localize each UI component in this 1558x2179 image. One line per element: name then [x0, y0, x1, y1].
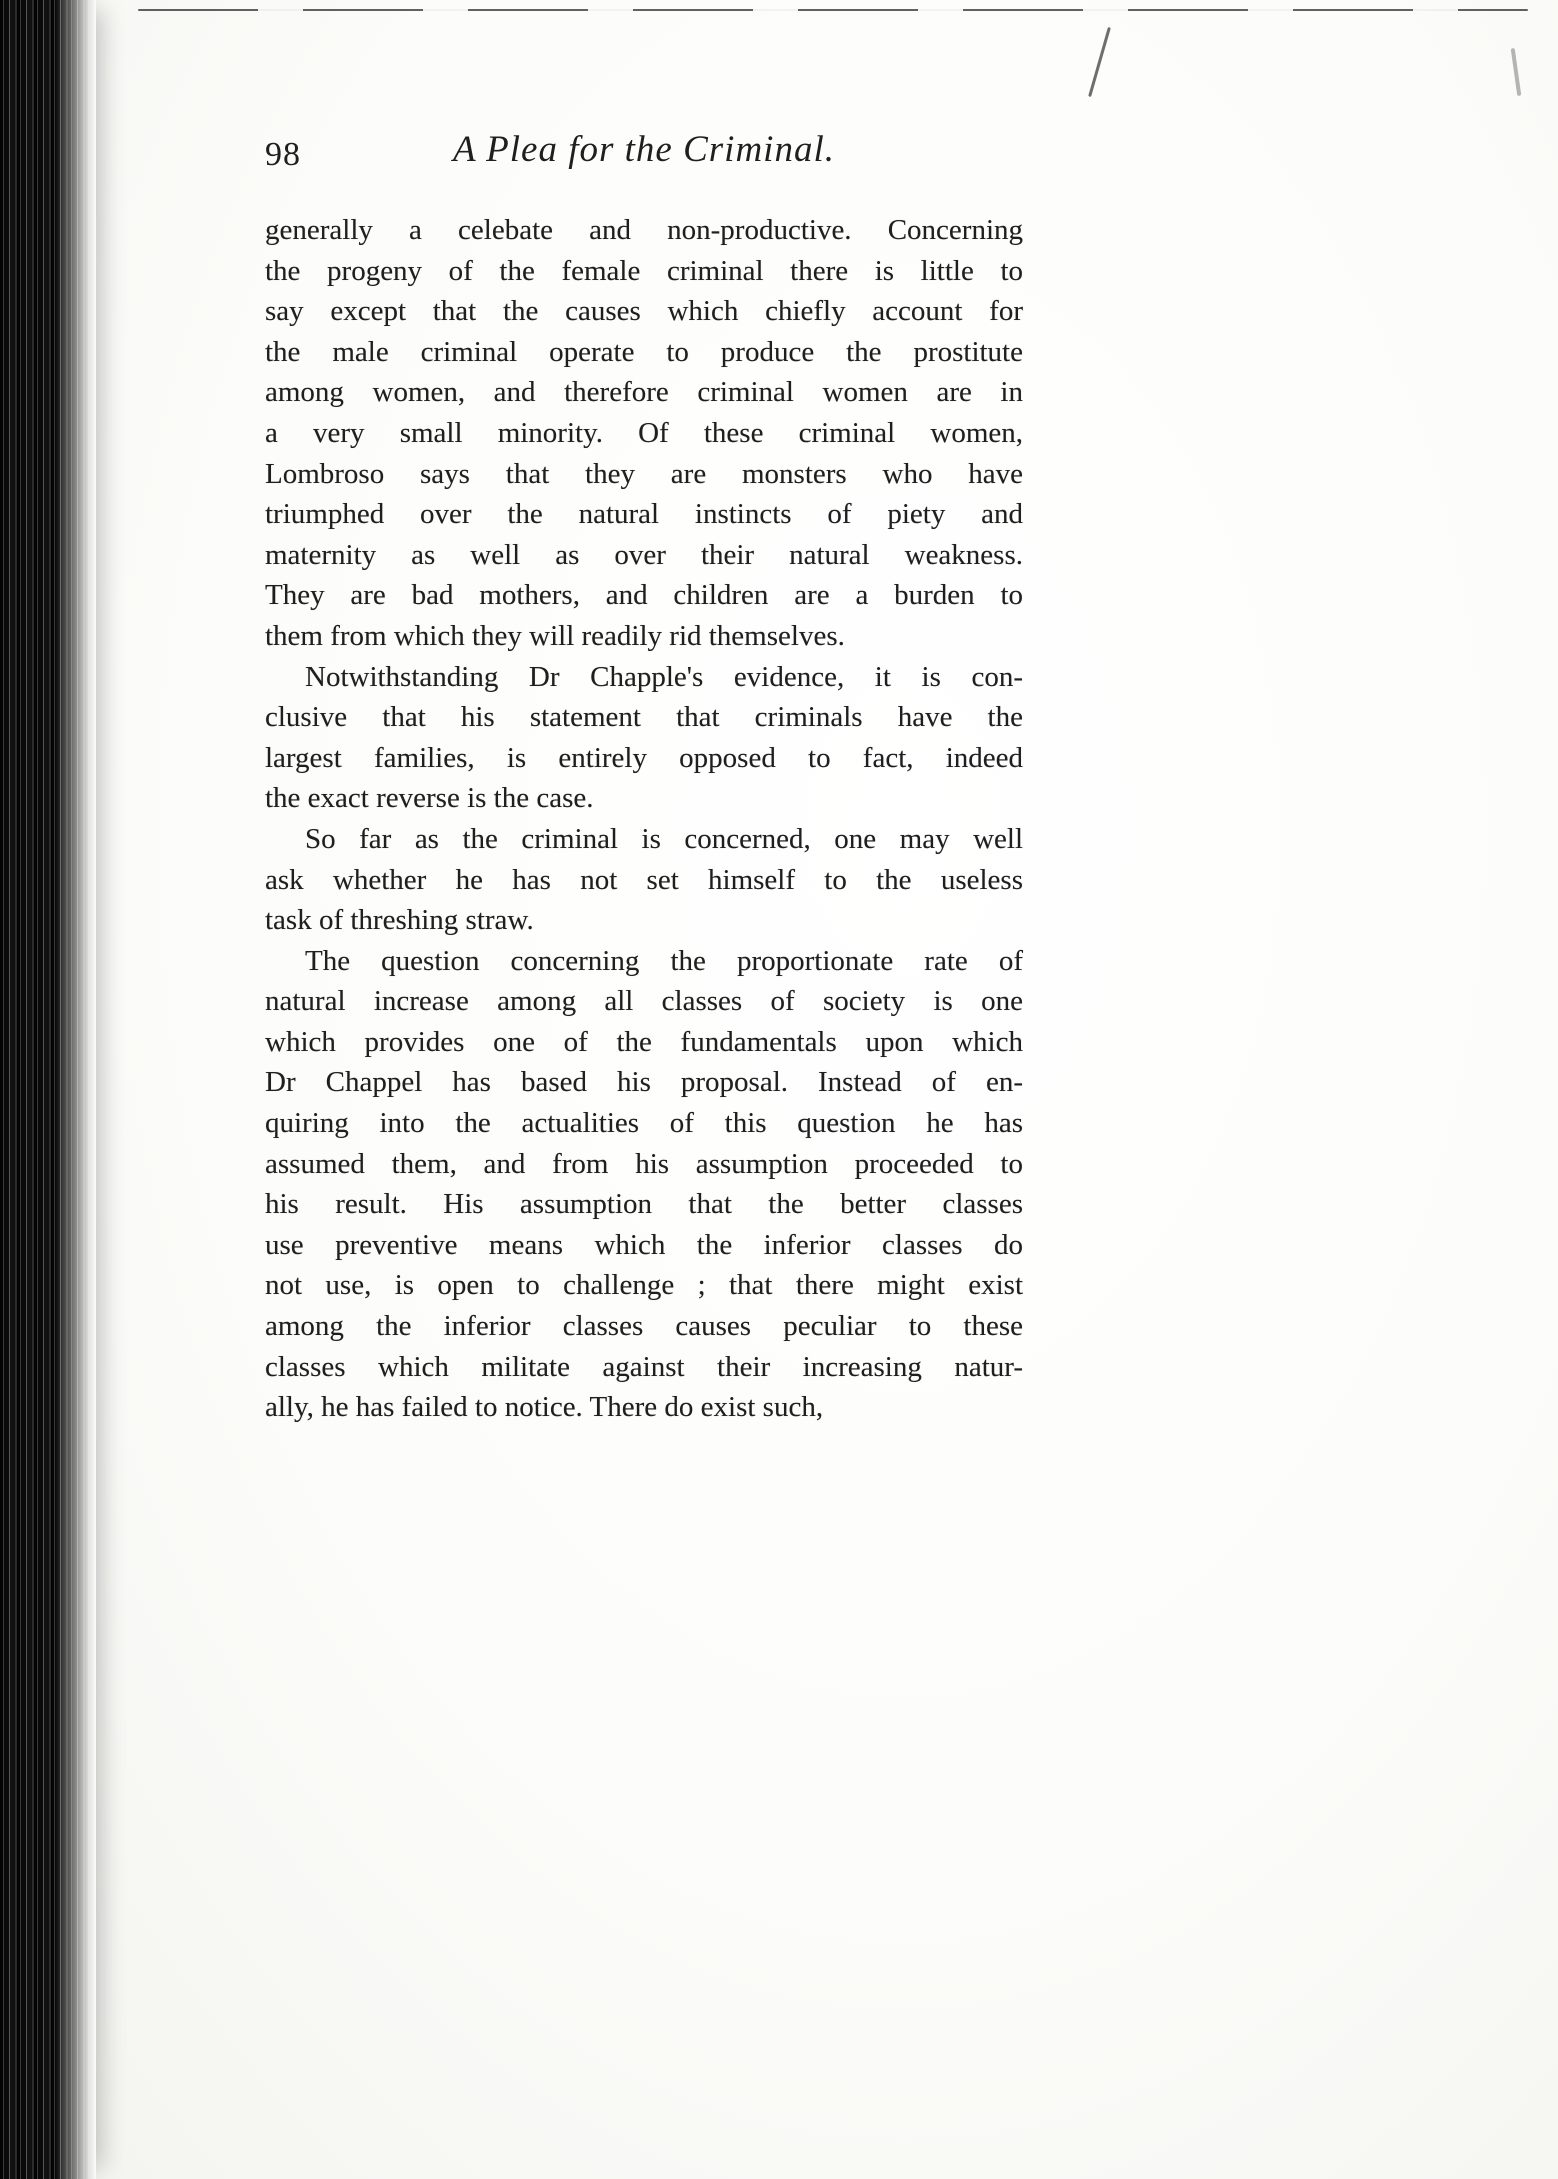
text-line: largest families, is entirely opposed to fact, indeed — [265, 741, 1023, 774]
text-line: clusive that his statement that criminals have the — [265, 701, 1023, 734]
text-line: use preventive means which the inferior classes do — [265, 1228, 1023, 1261]
page-number: 98 — [265, 136, 301, 173]
text-line: ask whether he has not set himself to the useless — [265, 863, 1023, 896]
text-line: not use, is open to challenge ; that there might exist — [265, 1269, 1023, 1302]
text-line: quiring into the actualities of this question he has — [265, 1107, 1023, 1140]
text-line: the male criminal operate to produce the prostitute — [265, 335, 1023, 368]
text-line: assumed them, and from his assumption proceeded to — [265, 1147, 1023, 1180]
paragraph — [265, 657, 1023, 819]
paragraph — [265, 210, 1023, 657]
text-line: among women, and therefore criminal women are in — [265, 376, 1023, 409]
text-line: They are bad mothers, and children are a burden to — [265, 579, 1023, 612]
scan-artifact-mark — [1088, 27, 1111, 97]
text-line: say except that the causes which chiefly account for — [265, 295, 1023, 328]
scan-artifact-mark — [1511, 48, 1522, 96]
text-line: So far as the criminal is concerned, one may well — [305, 822, 1023, 855]
text-line: the progeny of the female criminal there is little to — [265, 254, 1023, 287]
text-line: Notwithstanding Dr Chapple's evidence, it is con- — [305, 660, 1023, 693]
text-line: The question concerning the proportionate rate of — [305, 944, 1023, 977]
text-line: the exact reverse is the case. — [265, 782, 594, 815]
text-line: which provides one of the fundamentals upon which — [265, 1025, 1023, 1058]
text-line: generally a celebate and non-productive. Concerning — [265, 214, 1023, 246]
text-line: Dr Chappel has based his proposal. Instead of en- — [265, 1066, 1023, 1099]
page-header — [265, 128, 1023, 186]
text-line: natural increase among all classes of society is one — [265, 985, 1023, 1018]
text-line: task of threshing straw. — [265, 904, 534, 937]
text-line: Lombroso says that they are monsters who have — [265, 457, 1023, 490]
running-title: A Plea for the Criminal. — [452, 129, 835, 170]
text-line: among the inferior classes causes peculiar to these — [265, 1310, 1023, 1343]
paragraph — [265, 941, 1023, 1428]
scan-artifact-top-line — [138, 9, 1528, 11]
page-content — [265, 128, 1023, 1428]
text-line: his result. His assumption that the better classes — [265, 1188, 1023, 1221]
text-line: them from which they will readily rid themselves. — [265, 619, 845, 652]
paragraph — [265, 819, 1023, 941]
text-line: classes which militate against their increasing natur- — [265, 1350, 1023, 1383]
body-text — [265, 210, 1023, 1428]
text-line: maternity as well as over their natural weakness. — [265, 538, 1023, 571]
book-spine-edge — [0, 0, 96, 2179]
text-line: triumphed over the natural instincts of piety and — [265, 498, 1023, 531]
text-line: a very small minority. Of these criminal women, — [265, 416, 1023, 449]
text-line: ally, he has failed to notice. There do exist such, — [265, 1391, 824, 1424]
